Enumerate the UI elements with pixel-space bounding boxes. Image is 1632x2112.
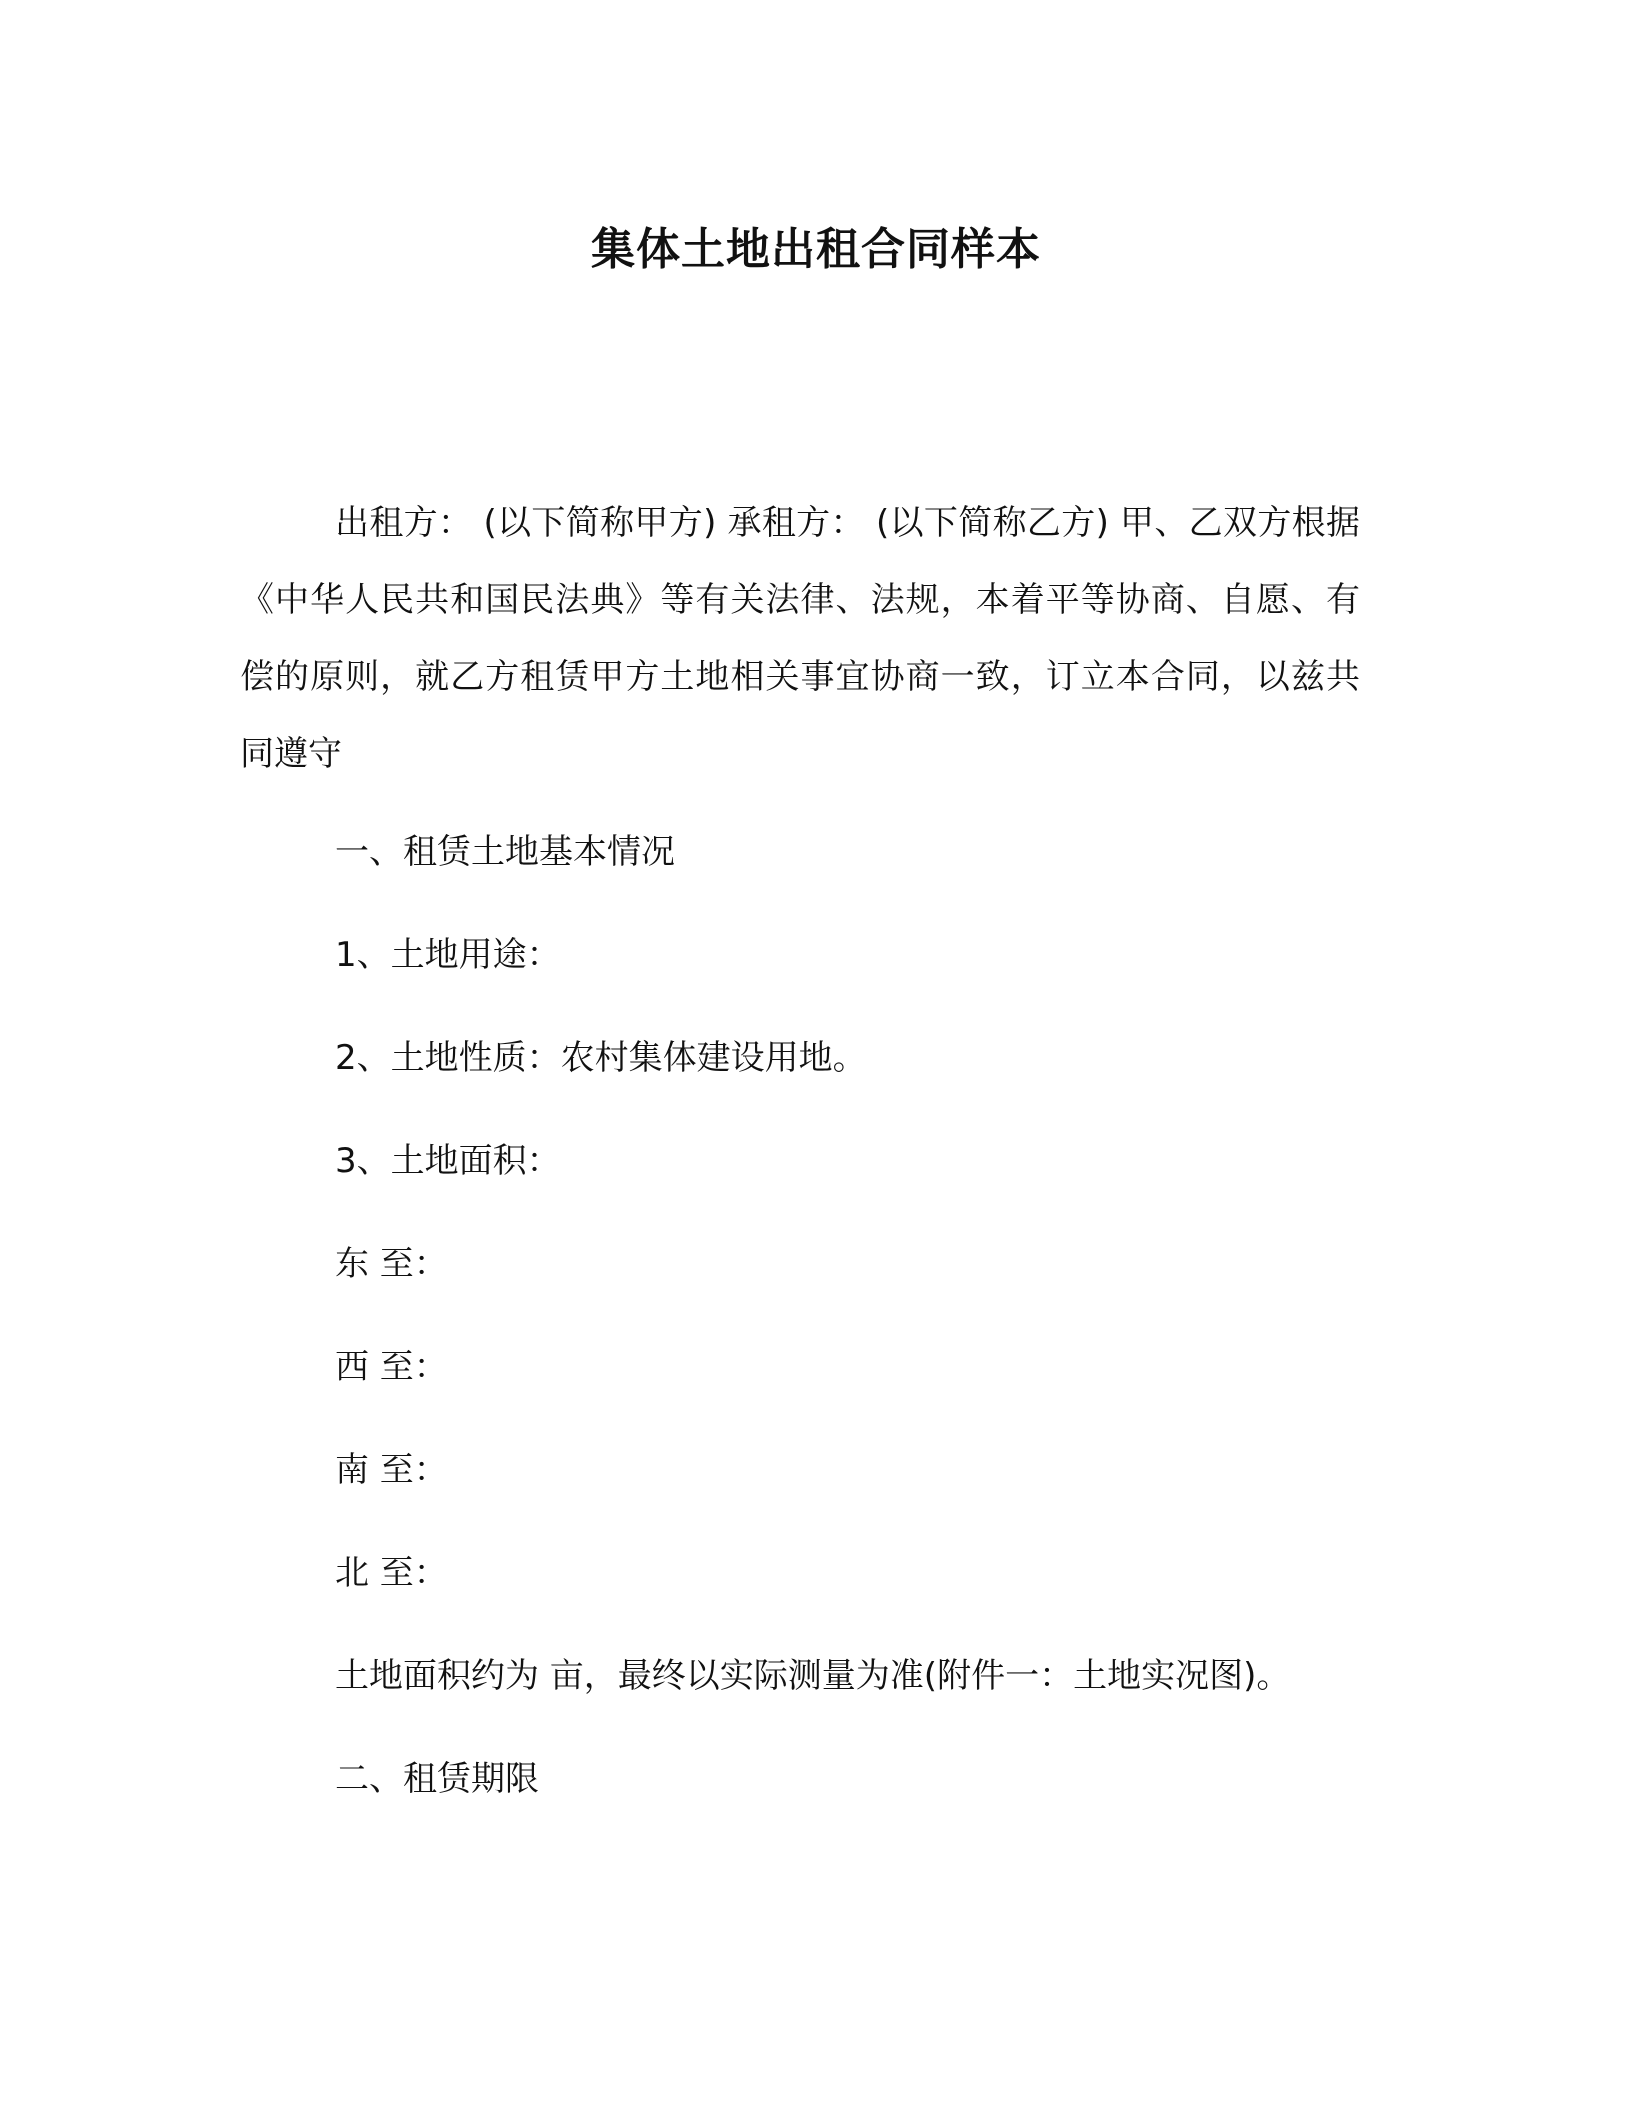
boundary-north: 北 至： (335, 1553, 448, 1593)
section-2-heading: 二、租赁期限 (335, 1759, 539, 1799)
item-land-use: 1、土地用途： (335, 935, 561, 975)
document-title: 集体土地出租合同样本 (591, 224, 1041, 275)
item-land-area: 3、土地面积： (335, 1141, 561, 1181)
boundary-east: 东 至： (335, 1244, 448, 1284)
section-1-heading: 一、租赁土地基本情况 (335, 832, 675, 872)
item-land-nature: 2、土地性质：农村集体建设用地。 (335, 1038, 867, 1078)
area-note: 土地面积约为 亩，最终以实际测量为准(附件一：土地实况图)。 (335, 1656, 1291, 1696)
boundary-west: 西 至： (335, 1347, 448, 1387)
intro-paragraph: 出租方： (以下简称甲方) 承租方： (以下简称乙方) 甲、乙双方根据《中华人民共和国民法典》等有关法律、法规，本着平等协商、自愿、有偿的原则，就乙方租赁甲方土地相关事宜协商一致，订立本合同，以兹共同遵守 (240, 503, 1360, 774)
boundary-south: 南 至： (335, 1450, 448, 1490)
